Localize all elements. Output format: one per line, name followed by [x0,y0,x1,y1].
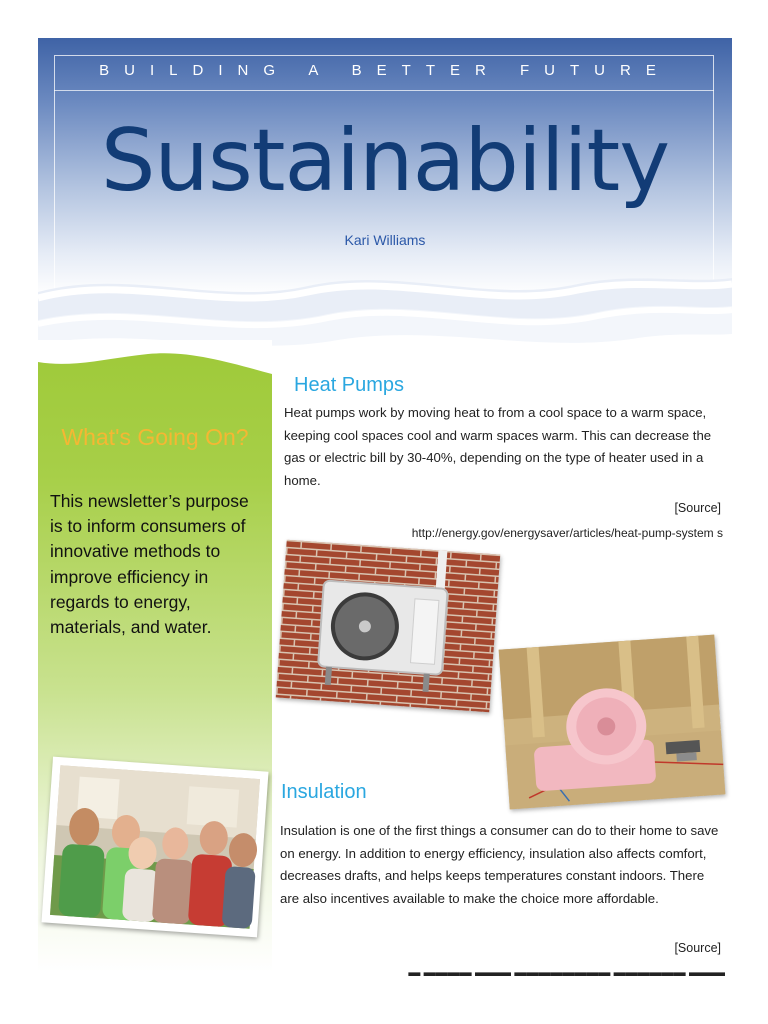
insulation-source-label: [Source] [674,941,721,955]
newsletter-title: Sustainability [100,111,670,211]
insulation-roll-photo [499,635,726,810]
family-photo-image [50,765,260,929]
insulation-roll-image [499,635,726,810]
heat-pump-unit-photo [276,540,501,713]
heat-pumps-source-link[interactable]: http://energy.gov/energysaver/articles/heat-pump-system s [411,526,723,540]
insulation-body: Insulation is one of the first things a consumer can do to their home to save on energy. In addition to energy efficiency, insulation also affects comfort, decreases drafts, and helps keeps temperatures constant indoors. There are also incentives available to make the choice more affordable. [280,823,719,906]
heat-pump-unit-image [276,540,501,713]
heat-pumps-source-label: [Source] [674,501,721,515]
cropped-link-text: ▬ ▬▬▬▬ ▬▬▬ ▬▬▬▬▬▬▬▬ ▬▬▬▬▬▬ ▬▬▬ [408,965,725,979]
tagline: BUILDING A BETTER FUTURE [99,62,671,79]
sidebar-wave-edge [38,340,272,380]
banner-divider [54,90,714,91]
heat-pumps-body: Heat pumps work by moving heat to from a cool space to a warm space, keeping cool spaces cool and warm spaces warm. This can decrease the gas or electric bill by 30-40%, depending on the type of heater used in a home. [284,405,712,488]
insulation-source-link-cropped[interactable] [370,965,725,979]
heat-pumps-heading: Heat Pumps [294,374,405,396]
author-name: Kari Williams [344,232,426,248]
insulation-heading: Insulation [281,781,367,803]
sidebar-intro-text: This newsletter’s purpose is to inform consumers of innovative methods to improve efficiency in regards to energy, materials, and water. [50,491,249,638]
sidebar-heading: What's Going On? [61,424,249,450]
family-photo [41,757,268,938]
